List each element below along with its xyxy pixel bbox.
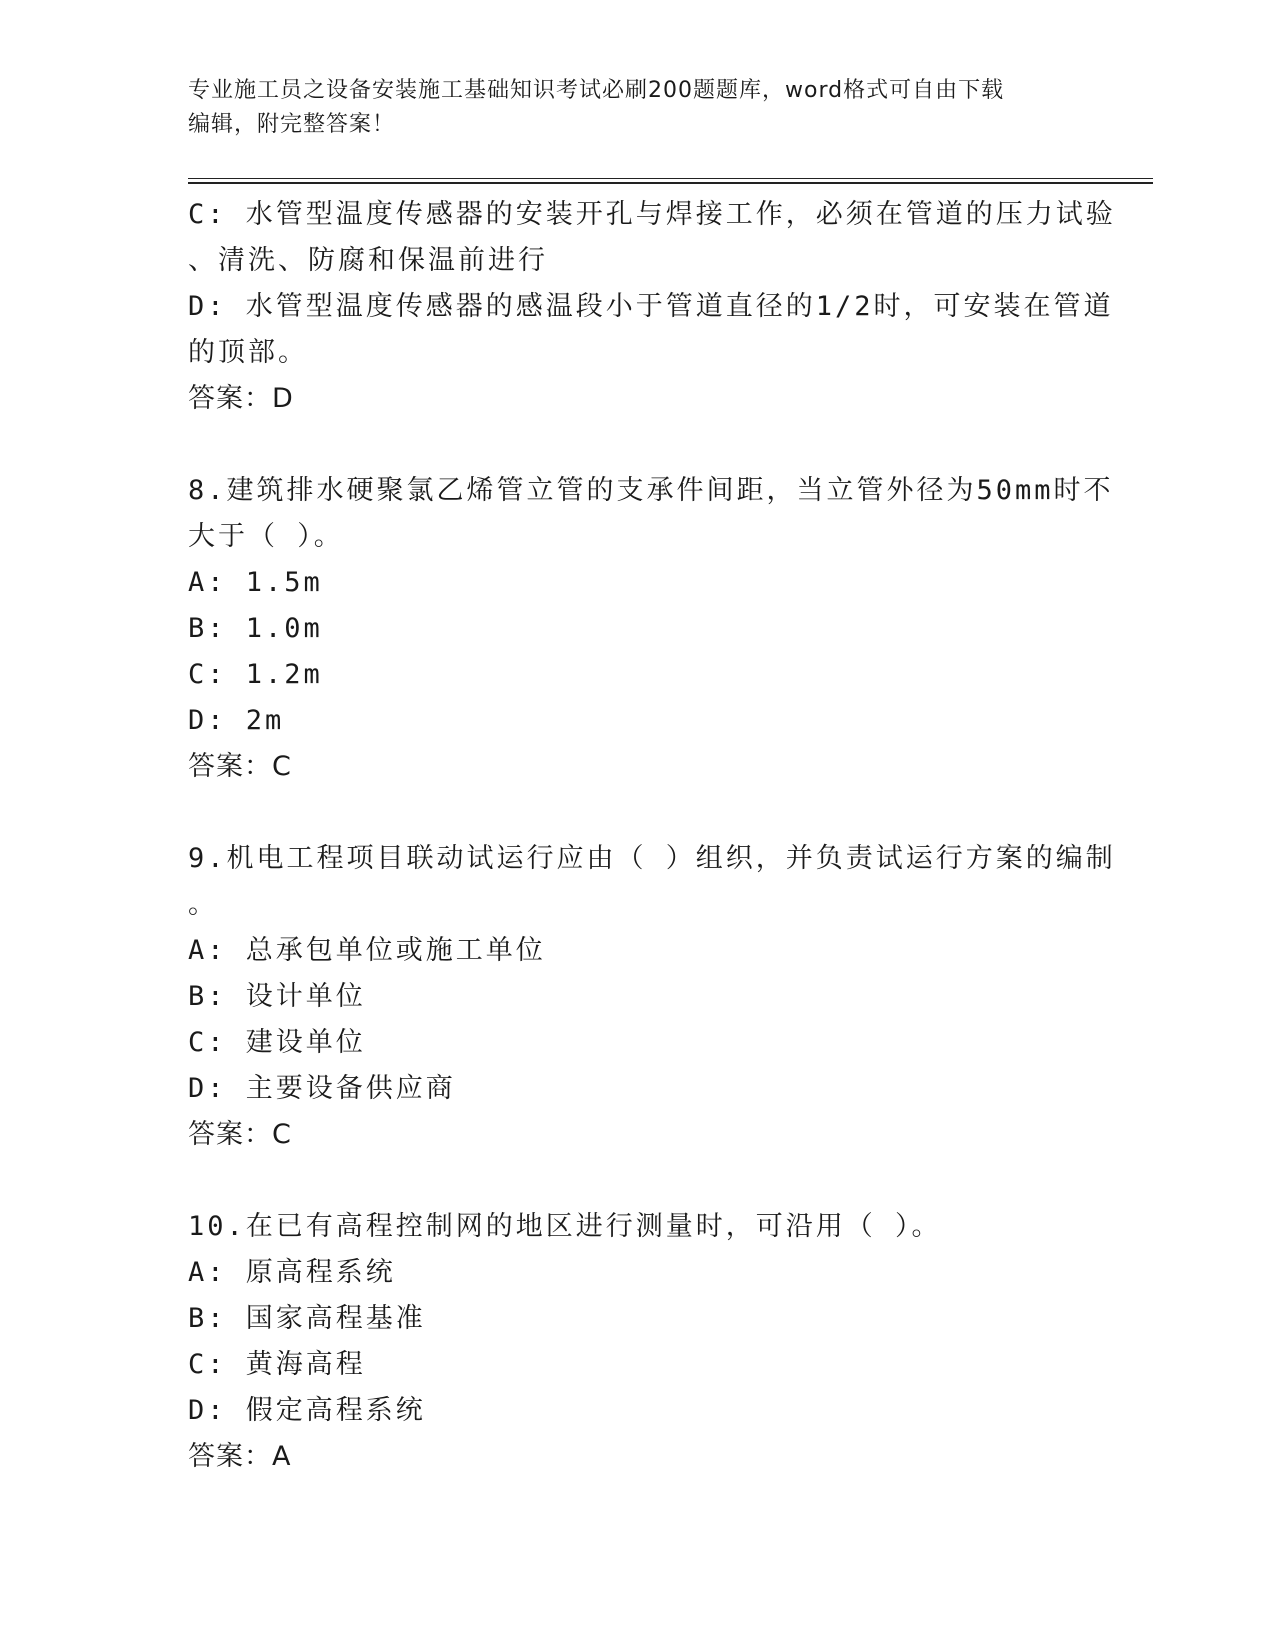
option-c-line-1: C: 水管型温度传感器的安装开孔与焊接工作，必须在管道的压力试验 — [188, 199, 1116, 230]
option-a: A: 1.5m — [188, 567, 323, 598]
question-text-line-2: 大于（ ）。 — [188, 521, 344, 552]
option-d-line-1: D: 水管型温度传感器的感温段小于管道直径的1/2时，可安装在管道 — [188, 291, 1114, 322]
header-title-line-2: 编辑，附完整答案！ — [188, 112, 396, 137]
option-b: B: 1.0m — [188, 613, 323, 644]
question-7-continued — [188, 192, 1116, 422]
answer: 答案：A — [188, 1441, 292, 1472]
question-8 — [188, 468, 1114, 790]
question-text-line-2: 。 — [188, 889, 218, 920]
option-c: C: 1.2m — [188, 659, 323, 690]
header-title-line-1: 专业施工员之设备安装施工基础知识考试必刷200题题库，word格式可自由下载 — [188, 78, 1005, 103]
option-d: D: 主要设备供应商 — [188, 1073, 456, 1104]
document-body — [188, 192, 1116, 1480]
question-text-line-1: 10.在已有高程控制网的地区进行测量时，可沿用（ ）。 — [188, 1211, 942, 1242]
question-text-line-1: 8.建筑排水硬聚氯乙烯管立管的支承件间距，当立管外径为50mm时不 — [188, 475, 1114, 506]
option-a: A: 原高程系统 — [188, 1257, 396, 1288]
option-d-line-2: 的顶部。 — [188, 337, 308, 368]
option-c: C: 黄海高程 — [188, 1349, 366, 1380]
option-d: D: 2m — [188, 705, 285, 736]
answer: 答案：C — [188, 751, 292, 782]
question-text-line-1: 9.机电工程项目联动试运行应由（ ）组织，并负责试运行方案的编制 — [188, 843, 1116, 874]
option-b: B: 设计单位 — [188, 981, 366, 1012]
header-rule-thin — [188, 178, 1153, 179]
document-header — [188, 74, 1068, 142]
option-a: A: 总承包单位或施工单位 — [188, 935, 546, 966]
answer: 答案：C — [188, 1119, 292, 1150]
spacer — [188, 422, 1088, 468]
question-9 — [188, 836, 1116, 1158]
question-10 — [188, 1204, 1088, 1480]
spacer — [188, 1158, 1088, 1204]
answer: 答案：D — [188, 383, 294, 414]
option-b: B: 国家高程基准 — [188, 1303, 426, 1334]
option-d: D: 假定高程系统 — [188, 1395, 426, 1426]
spacer — [188, 790, 1088, 836]
header-rule-thick — [188, 182, 1153, 184]
option-c-line-2: 、清洗、防腐和保温前进行 — [188, 245, 548, 276]
option-c: C: 建设单位 — [188, 1027, 366, 1058]
